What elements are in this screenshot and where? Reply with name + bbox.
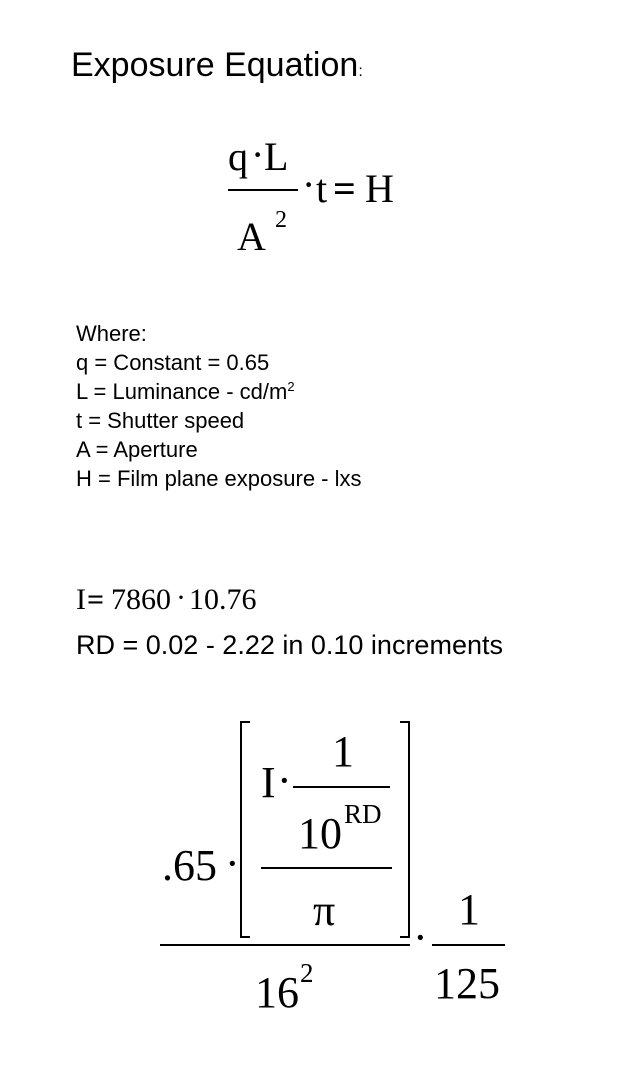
exposure-equation [0,0,635,300]
inner-rd-exponent: RD [344,799,382,829]
eq-H: H [365,166,394,211]
left-bracket [241,722,250,937]
eq-numerator-q: q [228,134,248,179]
definition-t: t = Shutter speed [76,408,245,433]
definitions-heading: Where: [76,321,147,346]
title-colon: : [358,63,363,80]
denominator-exponent: 2 [300,958,314,988]
illum-I: I [76,583,86,616]
pi-symbol: π [313,886,336,935]
eq-denominator-A: A [237,214,266,259]
illuminance-exposure-equation [0,700,635,1030]
eq-equals: = [333,166,356,211]
coefficient: .65 [162,841,217,890]
eq-numerator-dot: · [251,132,265,177]
definition-L [76,377,362,406]
inner-one: 1 [332,727,354,776]
definition-L-text: L = Luminance - cd/m [76,379,288,404]
definition-q: q = Constant = 0.65 [76,350,270,375]
definition-L-superscript: 2 [287,379,295,394]
right-dot: · [413,913,428,962]
eq-numerator-L: L [264,134,289,179]
inner-ten: 10 [298,809,342,858]
right-one: 1 [458,885,480,934]
illum-value-b: 10.76 [189,583,257,616]
eq-exponent-2: 2 [275,207,287,233]
title-text: Exposure Equation [71,46,359,84]
illum-dot: · [176,581,186,614]
right-bracket [400,722,409,937]
illuminance-equation [0,570,635,630]
eq-dot-t: · [302,162,316,207]
rd-range-text: RD = 0.02 - 2.22 in 0.10 increments [76,630,503,660]
definitions-block [76,319,362,493]
denominator-16: 16 [255,968,299,1017]
inner-I: I [261,758,276,807]
definition-H: H = Film plane exposure - lxs [76,466,362,491]
coefficient-dot: · [225,839,240,888]
inner-dot: · [277,756,292,805]
illum-value-a: 7860 [111,583,171,616]
eq-t: t [316,166,328,211]
right-125: 125 [434,959,500,1008]
definition-A: A = Aperture [76,437,198,462]
illum-equals: = [87,583,105,616]
